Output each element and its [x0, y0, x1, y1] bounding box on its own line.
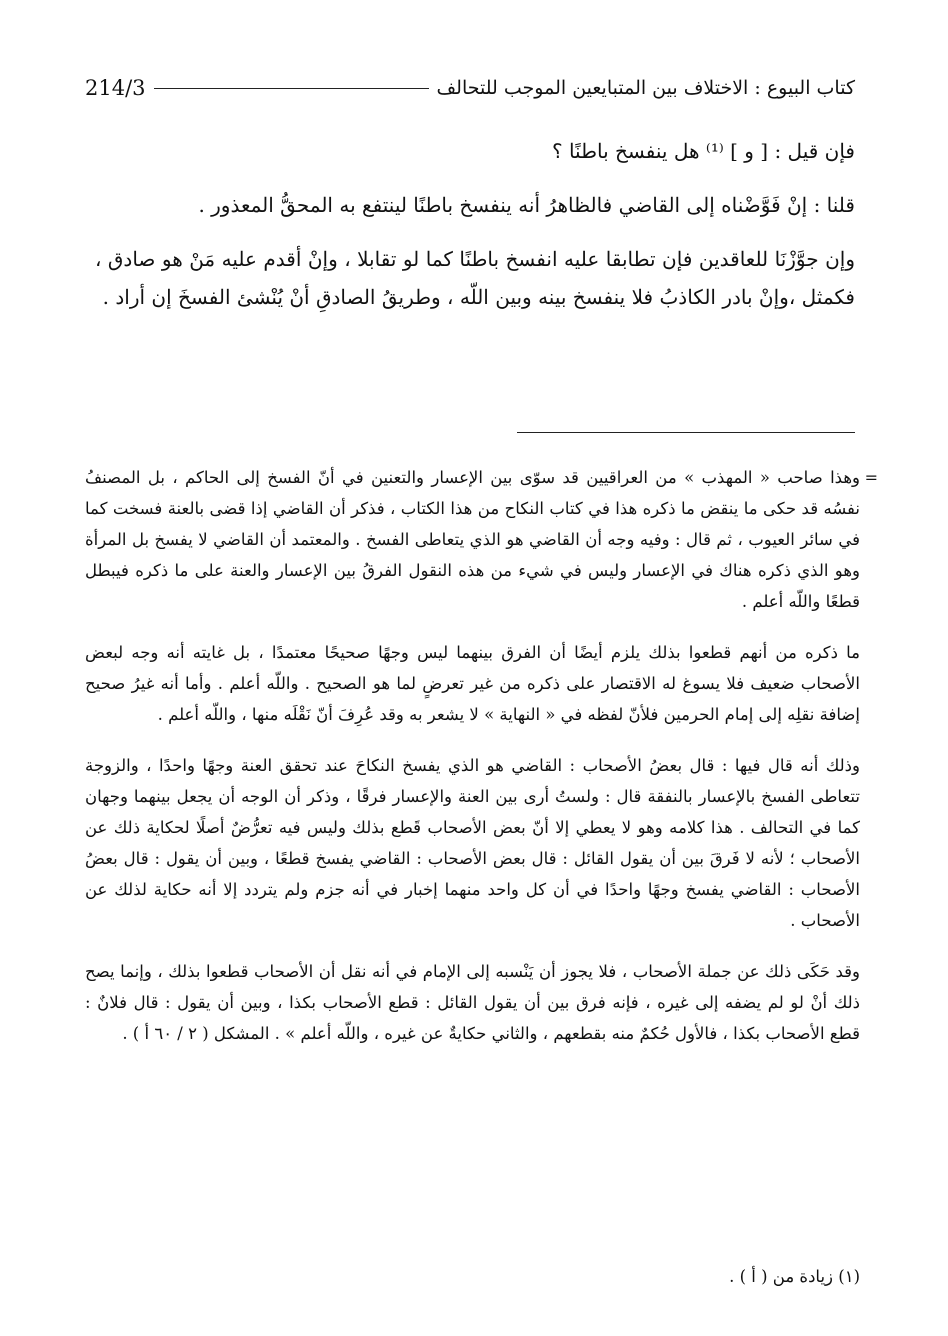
note-paragraph: وذلك أنه قال فيها : قال بعضُ الأصحاب : القاضي هو الذي يفسخ النكاحَ عند تحقق العنة وجهًا واحدًا ، والزوجة تتعاطى الفسخ بالإعسار بالنفقة قال : ولستُ أرى بين العنة والإعسار فرقًا ، وذكر أن الوجه أن يجعل بينهما وجهان كما في التحالف . هذا كلامه وهو لا يعطي إلا أنّ بعض الأصحاب قَطع بذلك وليس فيه تعرُّضٌ أصلًا لحكاية ذلك عن الأصحاب ؛ لأنه لا فَرقَ بين أن يقول القائل : قال بعض الأصحاب : القاضي يفسخ قطعًا ، وبين أن يقول : قال بعضُ الأصحاب : القاضي يفسخ وجهًا واحدًا في أن كل واحد منهما إخبار في أنه جزم ولم يتردد إلا أنه حكاية لذلك عن الأصحاب .: [85, 756, 860, 930]
page-header: [85, 70, 855, 106]
commentary-notes: [85, 462, 878, 1069]
note-text: وهذا صاحب « المهذب » من العراقيين قد سوّى بين الإعسار والتعنين في أنّ الفسخ إلى الحاكم ، بل المصنفُ نفسُه قد حكى ما ينقض ما ذكره هذا في كتاب النكاح من هذا الكتاب ، فذكر أن القاضي إذا قضى بالعنة فسخت كما في سائر العيوب ، ثم قال : وفيه وجه أن القاضي هو الذي يتعاطى الفسخ . والمعتمد أن القاضي لا يفسخ بل المرأة وهو الذي ذكره هناك في الإعسار وليس في شيء من هذه النقول الفرقُ بين الإعسار والعنة على ما ذكره فيبطل قطعًا واللّه أعلم .: [85, 468, 860, 611]
note-paragraph: ما ذكره من أنهم قطعوا بذلك يلزم أيضًا أن الفرق بينهما ليس وجهًا صحيحًا معتمدًا ، بل غايته أنه وجه لبعض الأصحاب ضعيف فلا يسوغ له الاقتصار على ذكره من غير تعرضٍ لما هو الصحيح . واللّه أعلم . وأما أنه غيرُ صحيح إضافة نقلِه إلى إمام الحرمين فلأنّ لفظه في « النهاية » لا يشعر به وقد عُرِفَ أنّ نَقْلَه منها ، واللّه أعلم .: [85, 643, 860, 724]
main-text: [95, 132, 855, 332]
main-paragraph: وإن جوَّزْنَا للعاقدين فإن تطابقا عليه انفسخ باطنًا كما لو تقابلا ، وإنْ أقدم عليه مَنْ هو صادق ، فكمثل ،وإنْ بادر الكاذبُ فلا ينفسخ بينه وبين اللّه ، وطريقُ الصادقِ أنْ يُنْشئ الفسخَ إن أراد .: [95, 247, 855, 309]
main-paragraph: فإن قيل : [ و ] ⁽¹⁾ هل ينفسخ باطنًا ؟: [551, 139, 855, 163]
footnote: (١) زيادة من ( أ ) .: [729, 1267, 860, 1286]
page-number: 214/3: [85, 76, 146, 100]
note-paragraph: وقد حَكَى ذلك عن جملة الأصحاب ، فلا يجوز أن يَنْسبه إلى الإمام في أنه نقل أن الأصحاب قطعوا بذلك ، وإنما يصح ذلك أنْ لو لم يضفه إلى غيره ، فإنه فرق بين أن يقول القائل : قطع الأصحاب بكذا ، وبين أن يقول : قال فلانٌ : قطع الأصحاب بكذا ، فالأول حُكمٌ منه بقطعهم ، والثاني حكايةٌ عن غيره ، واللّه أعلم » . المشكل ( ٢ / ٦٠ أ ) .: [85, 962, 860, 1043]
continuation-mark: =: [864, 468, 878, 487]
note-paragraph: [85, 462, 878, 617]
footnote-divider: [517, 432, 855, 433]
header-rule: [154, 88, 429, 89]
main-paragraph: قلنا : إنْ فَوَّضْناه إلى القاضي فالظاهرُ أنه ينفسخ باطنًا لينتفع به المحقُّ المعذور .: [198, 193, 855, 217]
running-title: كتاب البيوع : الاختلاف بين المتبايعين الموجب للتحالف: [436, 77, 855, 99]
